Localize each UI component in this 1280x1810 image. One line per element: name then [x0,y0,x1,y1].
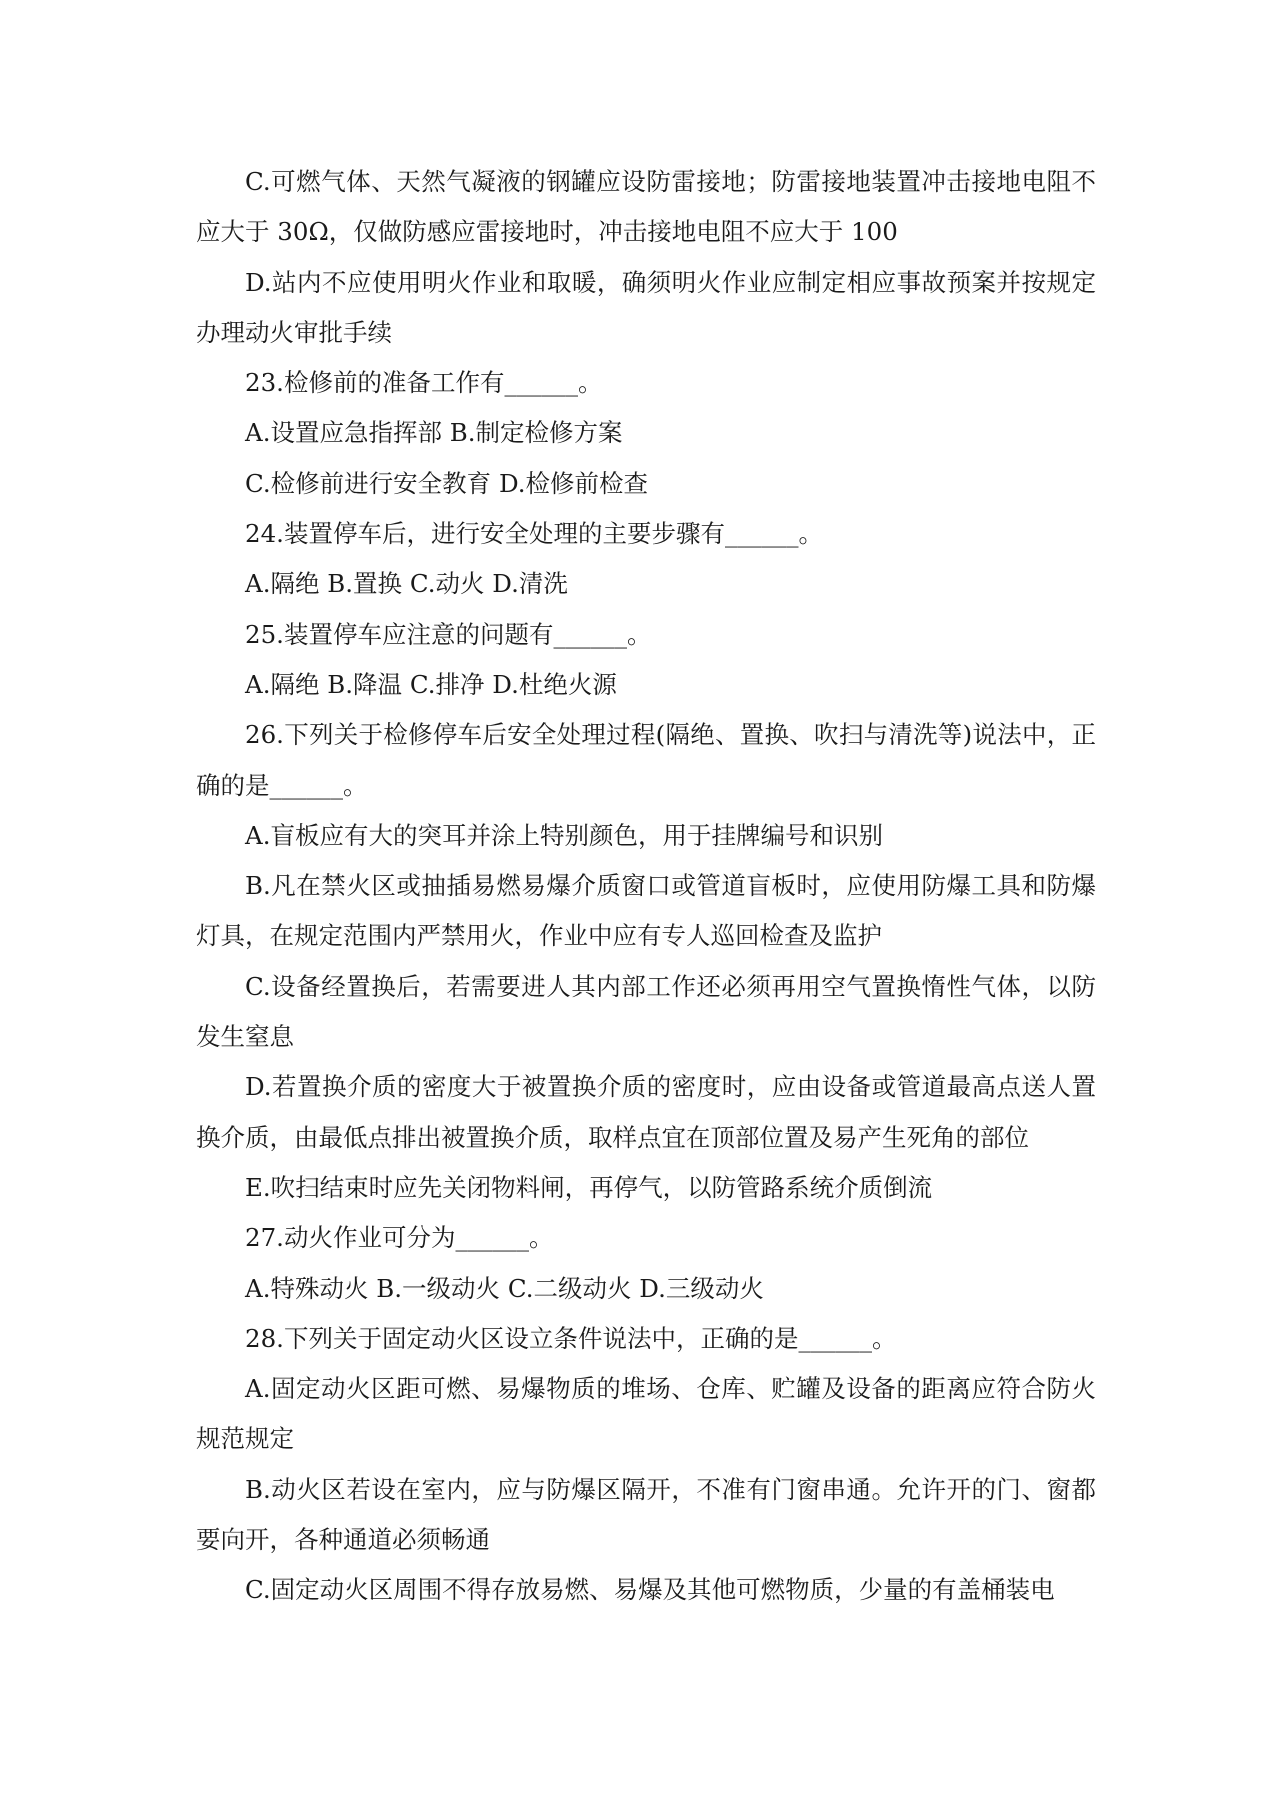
options-24: A.隔绝 B.置换 C.动火 D.清洗 [245,569,568,599]
option-28b: B.动火区若设在室内，应与防爆区隔开，不准有门窗串通。允许开的门、窗都要向开，各种通道必须畅通 [196,1474,1096,1555]
question-25: 25.装置停车应注意的问题有______。 [245,619,652,649]
option-28c: C.固定动火区周围不得存放易燃、易爆及其他可燃物质，少量的有盖桶装电 [245,1575,1055,1605]
question-23: 23.检修前的准备工作有______。 [245,368,603,398]
question-27: 27.动火作业可分为______。 [245,1223,554,1253]
option-28a: A.固定动火区距可燃、易爆物质的堆场、仓库、贮罐及设备的距离应符合防火规范规定 [196,1374,1096,1454]
option-26c: C.设备经置换后，若需要进人其内部工作还必须再用空气置换惰性气体，以防发生窒息 [196,971,1096,1052]
options-23-ab: A.设置应急指挥部 B.制定检修方案 [245,418,623,448]
option-26b: B.凡在禁火区或抽插易燃易爆介质窗口或管道盲板时，应使用防爆工具和防爆灯具，在规定范围内严禁用火，作业中应有专人巡回检查及监护 [196,871,1096,951]
question-26: 26.下列关于检修停车后安全处理过程(隔绝、置换、吹扫与清洗等)说法中，正确的是______。 [196,720,1096,800]
paragraph-22c: C.可燃气体、天然气凝液的钢罐应设防雷接地；防雷接地装置冲击接地电阻不应大于 30Ω，仅做防感应雷接地时，冲击接地电阻不应大于 100 [196,167,1096,247]
option-26a: A.盲板应有大的突耳并涂上特别颜色，用于挂牌编号和识别 [245,820,883,850]
paragraph-22d: D.站内不应使用明火作业和取暖，确须明火作业应制定相应事故预案并按规定办理动火审批手续 [196,267,1096,347]
options-23-cd: C.检修前进行安全教育 D.检修前检查 [245,468,649,498]
options-27: A.特殊动火 B.一级动火 C.二级动火 D.三级动火 [245,1273,764,1303]
question-28: 28.下列关于固定动火区设立条件说法中，正确的是______。 [245,1323,897,1353]
option-26e: E.吹扫结束时应先关闭物料闸，再停气，以防管路系统介质倒流 [245,1172,933,1202]
options-25: A.隔绝 B.降温 C.排净 D.杜绝火源 [245,669,617,699]
question-24: 24.装置停车后，进行安全处理的主要步骤有______。 [245,519,823,549]
document-body [196,157,1096,1616]
option-26d: D.若置换介质的密度大于被置换介质的密度时，应由设备或管道最高点送人置换介质，由最低点排出被置换介质，取样点宜在顶部位置及易产生死角的部位 [196,1072,1096,1152]
